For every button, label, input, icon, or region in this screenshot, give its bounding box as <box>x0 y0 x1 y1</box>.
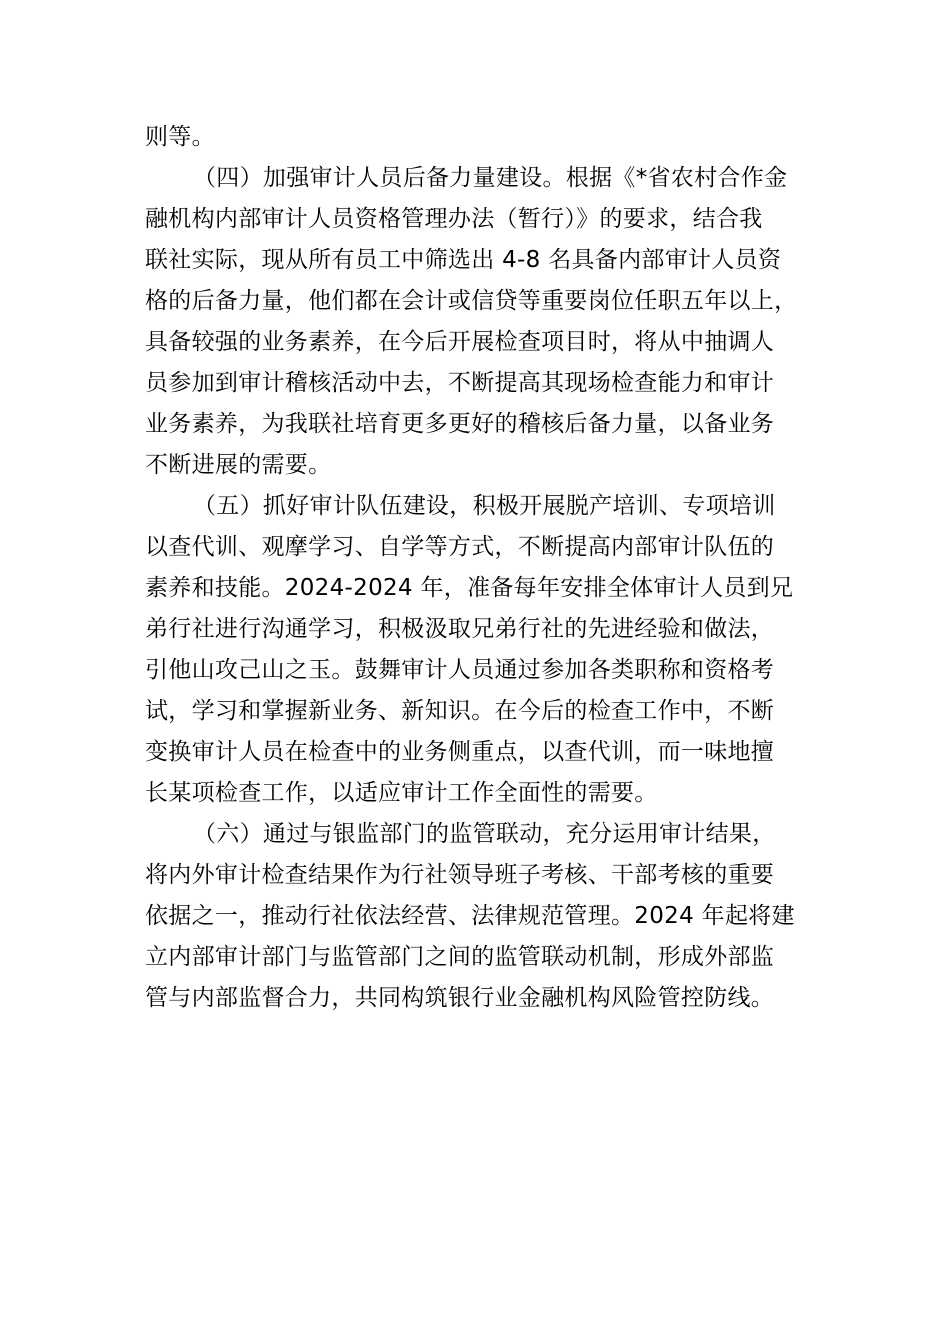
text-line: 将内外审计检查结果作为行社领导班子考核、干部考核的重要 <box>145 862 775 888</box>
text-line: 引他山攻己山之玉。鼓舞审计人员通过参加各类职称和资格考 <box>145 657 775 683</box>
text-line: 不断进展的需要。 <box>145 452 332 478</box>
text-line: 立内部审计部门与监管部门之间的监管联动机制，形成外部监 <box>145 944 775 970</box>
text-line: 以查代训、观摩学习、自学等方式，不断提高内部审计队伍的 <box>145 534 775 560</box>
text-line: 变换审计人员在检查中的业务侧重点，以查代训，而一味地擅 <box>145 739 775 765</box>
text-line: 员参加到审计稽核活动中去，不断提高其现场检查能力和审计 <box>145 370 775 396</box>
text-line: 管与内部监督合力，共同构筑银行业金融机构风险管控防线。 <box>145 985 775 1011</box>
text-line: 长某项检查工作，以适应审计工作全面性的需要。 <box>145 780 658 806</box>
text-line: 具备较强的业务素养，在今后开展检查项目时，将从中抽调人 <box>145 329 775 355</box>
text-line: 试，学习和掌握新业务、新知识。在今后的检查工作中，不断 <box>145 698 775 724</box>
paragraph-4-heading-line: （四）加强审计人员后备力量建设。根据《*省农村合作金 <box>193 165 788 191</box>
text-line: 则等。 <box>145 124 215 150</box>
paragraph-6-heading-line: （六）通过与银监部门的监管联动，充分运用审计结果， <box>193 821 776 847</box>
text-line: 素养和技能。2024-2024 年，准备每年安排全体审计人员到兄 <box>145 575 794 601</box>
text-line: 联社实际，现从所有员工中筛选出 4-8 名具备内部审计人员资 <box>145 247 782 273</box>
text-line: 融机构内部审计人员资格管理办法（暂行）》的要求，结合我 <box>145 206 763 232</box>
text-line: 弟行社进行沟通学习，积极汲取兄弟行社的先进经验和做法， <box>145 616 775 642</box>
paragraph-5-heading-line: （五）抓好审计队伍建设，积极开展脱产培训、专项培训 <box>193 493 776 519</box>
text-line: 格的后备力量，他们都在会计或信贷等重要岗位任职五年以上， <box>145 288 798 314</box>
text-line: 依据之一，推动行社依法经营、法律规范管理。2024 年起将建 <box>145 903 795 929</box>
text-line: 业务素养，为我联社培育更多更好的稽核后备力量，以备业务 <box>145 411 775 437</box>
